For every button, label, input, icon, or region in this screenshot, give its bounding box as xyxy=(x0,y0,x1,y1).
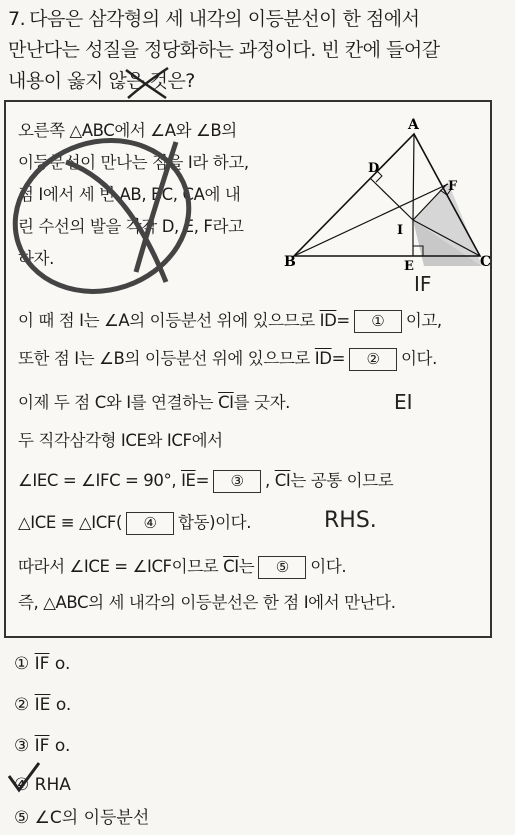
proof-line-4: 린 수선의 발을 각각 D, E, F라고 xyxy=(18,217,244,236)
blank-1: ① xyxy=(354,310,402,333)
choice-3[interactable]: ③ $\overline{IF}$ o. xyxy=(14,736,71,756)
strike-mark xyxy=(122,64,172,104)
proof-line-2: 이등분선이 만나는 점을 I라 하고, xyxy=(18,153,249,172)
question-line-1: 다음은 삼각형의 세 내각의 이등분선이 한 점에서 xyxy=(29,8,420,30)
label-a: A xyxy=(408,117,419,133)
handwritten-rhs: RHS. xyxy=(324,508,377,533)
blank-3: ③ xyxy=(213,470,261,493)
triangle-figure xyxy=(284,117,492,274)
choice-4[interactable]: ④ RHA xyxy=(14,775,71,795)
proof-line-7: 또한 점 I는 ∠B의 이등분선 위에 있으므로 $\overline{ID}=$ ② 이다. xyxy=(18,348,437,371)
label-d: D xyxy=(368,161,380,176)
choice-1[interactable]: ① $\overline{IF}$ o. xyxy=(14,654,71,674)
proof-line-8: 이제 두 점 C와 I를 연결하는 $\overline{CI}$를 긋자. xyxy=(18,393,290,412)
check-mark-icon xyxy=(6,760,42,794)
proof-line-5: 하자. xyxy=(18,249,54,268)
blank-2: ② xyxy=(349,348,397,371)
question-text xyxy=(8,4,508,97)
handwritten-circle xyxy=(6,122,196,302)
handwritten-ei: EI xyxy=(394,390,413,414)
proof-line-6: 이 때 점 I는 ∠A의 이등분선 위에 있으므로 $\overline{ID}=$ ① 이고, xyxy=(18,310,442,333)
question-line-2: 만난다는 성질을 정당화하는 과정이다. 빈 칸에 들어갈 xyxy=(8,39,440,61)
label-i: I xyxy=(397,223,404,238)
choice-5[interactable]: ⑤ ∠C의 이등분선 xyxy=(14,808,150,828)
proof-line-9: 두 직각삼각형 ICE와 ICF에서 xyxy=(18,431,223,450)
label-f: F xyxy=(448,179,458,194)
proof-line-3: 점 I에서 세 변 AB, BC, CA에 내 xyxy=(18,185,241,204)
proof-line-11: △ICE ≡ △ICF( ④ 합동)이다. xyxy=(18,512,251,535)
question-number: 7. xyxy=(8,8,26,30)
label-b: B xyxy=(284,254,296,270)
proof-line-12: 따라서 ∠ICE = ∠ICF이므로 $\overline{CI}$는 ⑤ 이다. xyxy=(18,556,346,579)
choice-2[interactable]: ② $\overline{IE}$ o. xyxy=(14,695,72,715)
label-e: E xyxy=(404,259,414,274)
proof-line-10: ∠IEC = ∠IFC = 90°, $\overline{IE}=$ ③ , $\overline{CI}$는 공통 이므로 xyxy=(18,470,393,493)
blank-5: ⑤ xyxy=(258,556,306,579)
blank-4: ④ xyxy=(126,512,174,535)
question-line-3: 내용이 옳지 않은 것은? xyxy=(8,70,195,92)
proof-box xyxy=(4,100,492,638)
proof-line-13: 즉, △ABC의 세 내각의 이등분선은 한 점 I에서 만난다. xyxy=(18,593,396,612)
proof-line-1: 오른쪽 △ABC에서 ∠A와 ∠B의 xyxy=(18,121,237,140)
handwritten-if: IF xyxy=(414,272,432,296)
label-c: C xyxy=(480,254,492,270)
